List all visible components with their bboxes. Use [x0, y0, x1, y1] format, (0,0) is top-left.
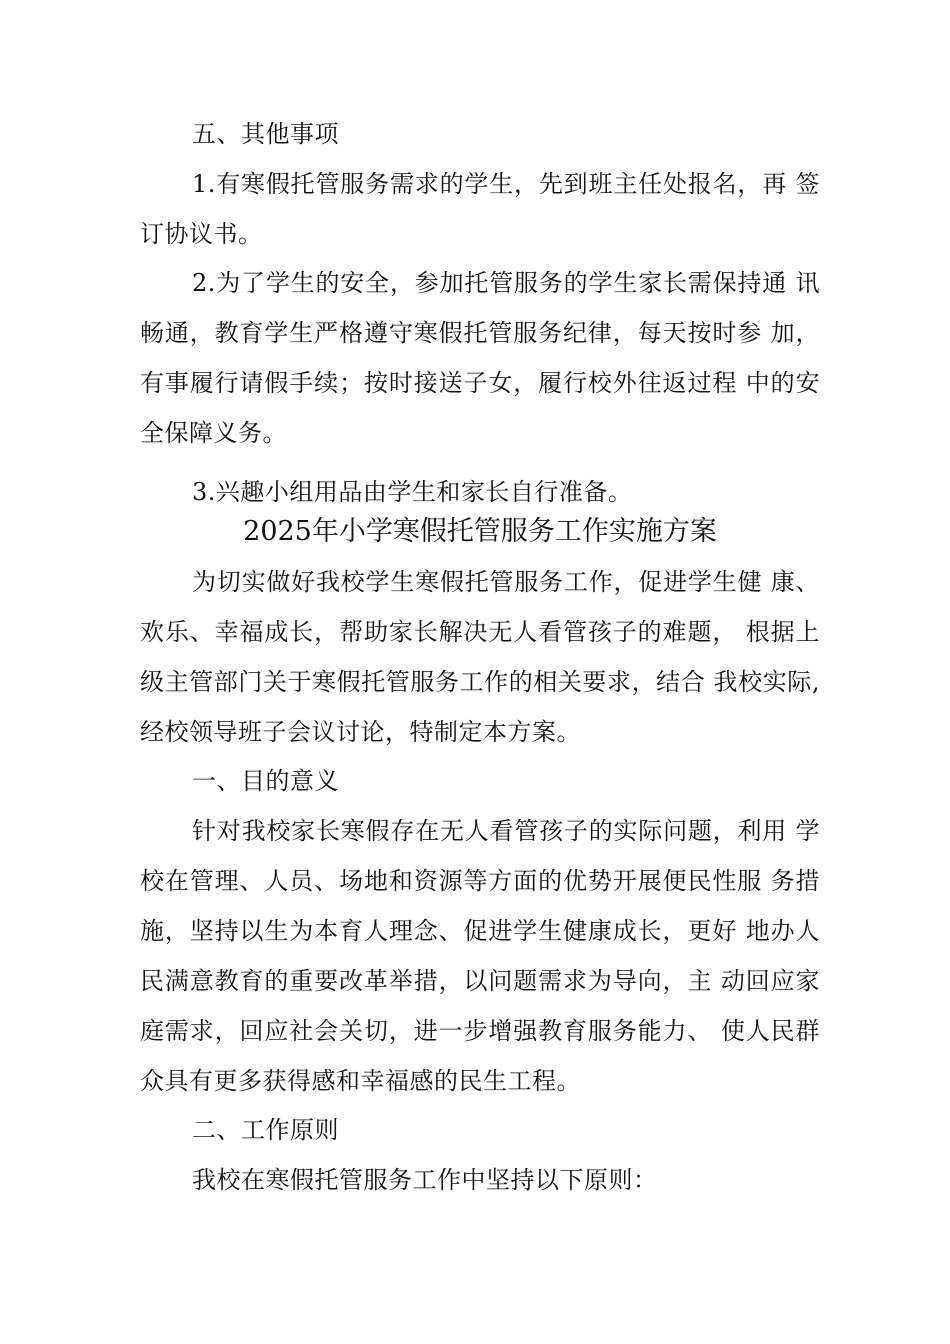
section-2-body: 我校在寒假托管服务工作中坚持以下原则：: [192, 1166, 658, 1194]
intro-paragraph: 为切实做好我校学生寒假托管服务工作，促进学生健 康、欢乐、幸福成长，帮助家长解决无人看管孩子的难题， 根据上级主管部门关于寒假托管服务工作的相关要求，结合 我校实际,经校领导班子会议讨论，特制定本方案。: [140, 568, 820, 746]
section-1-body: 针对我校家长寒假存在无人看管孩子的实际问题，利用 学校在管理、人员、场地和资源等方面的优势开展便民性服 务措施，坚持以生为本育人理念、促进学生健康成长，更好 地办人民满意教育的重要改革举措，以问题需求为导向，主 动回应家庭需求，回应社会关切，进一步增强教育服务能力、 使人民群众具有更多获得感和幸福感的民生工程。: [140, 817, 820, 1095]
section-2-heading: 二、工作原则: [192, 1116, 339, 1144]
document-title: 2025年小学寒假托管服务工作实施方案: [243, 516, 717, 547]
section-1-heading: 一、目的意义: [192, 767, 339, 795]
section-5-heading: 五、其他事项: [192, 120, 339, 148]
section-5-item-2: 2.为了学生的安全，参加托管服务的学生家长需保持通 讯畅通，教育学生严格遵守寒假托管服务纪律，每天按时参 加，有事履行请假手续；按时接送子女，履行校外往返过程 中的安全保障义务。: [140, 269, 820, 447]
section-5-item-3: 3.兴趣小组用品由学生和家长自行准备。: [192, 478, 633, 506]
section-5-item-1: 1.有寒假托管服务需求的学生，先到班主任处报名，再 签订协议书。: [140, 170, 820, 248]
